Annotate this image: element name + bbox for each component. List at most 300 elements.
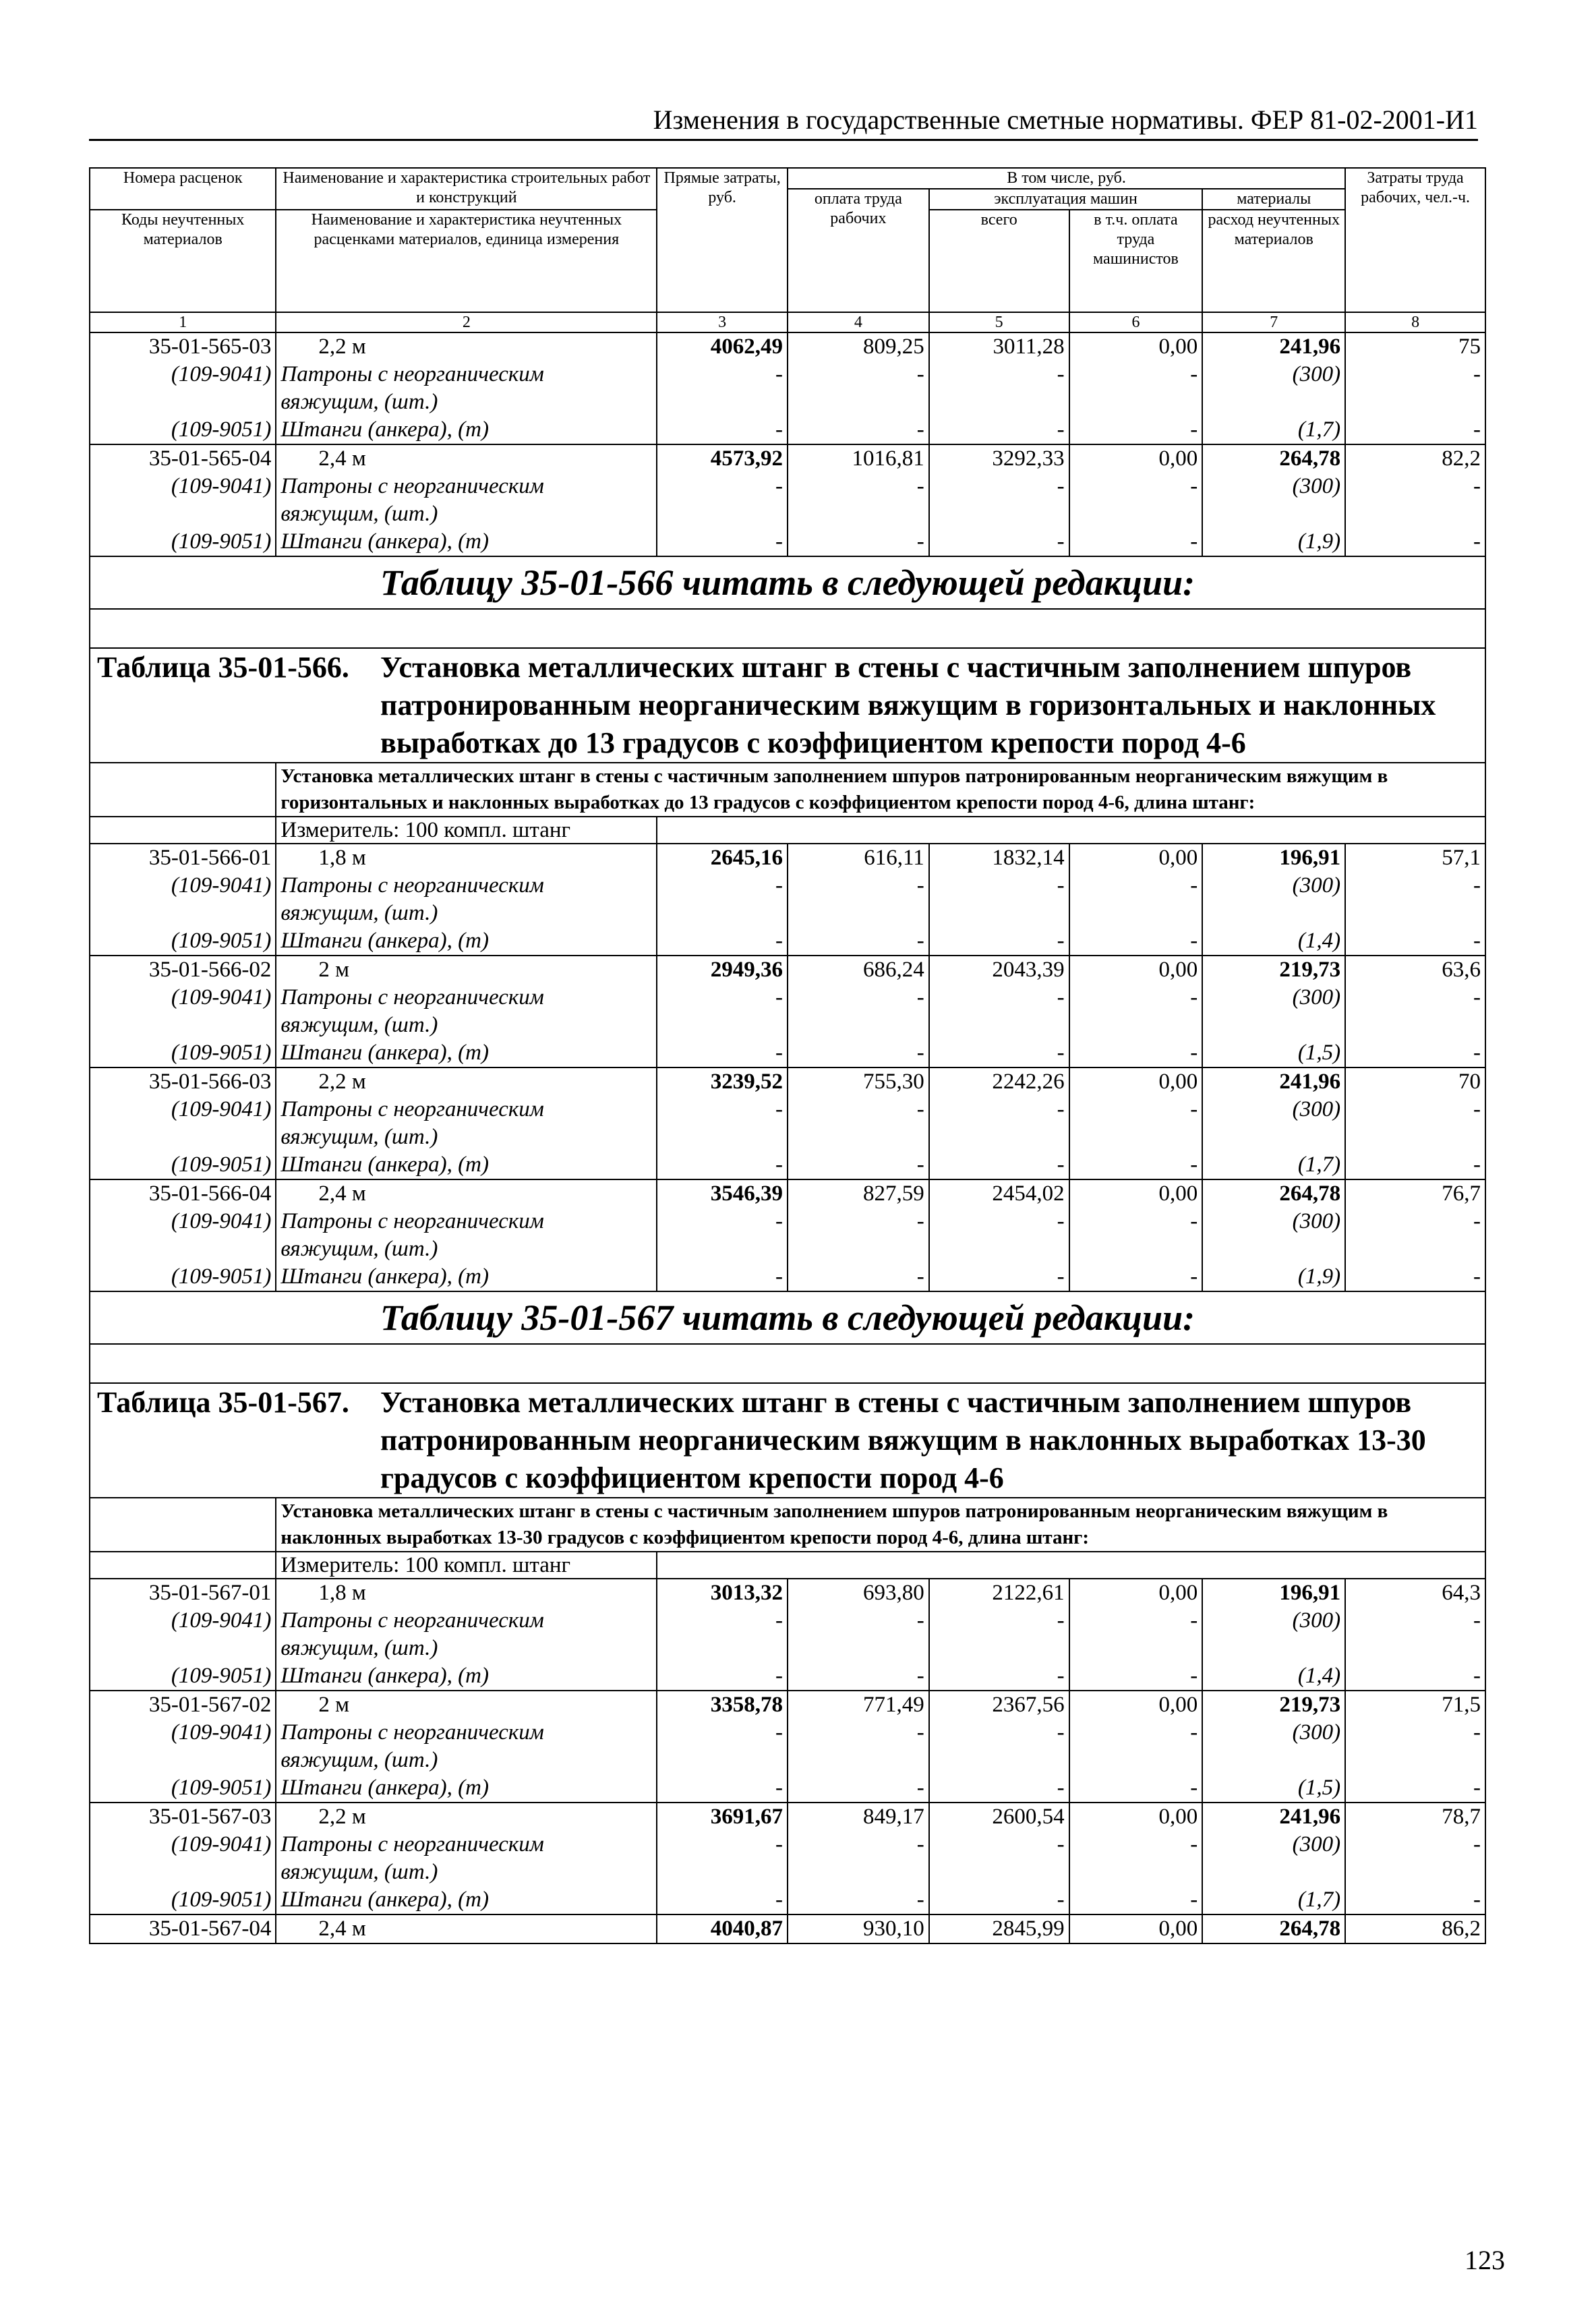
dash-cell: - bbox=[929, 1039, 1069, 1067]
dash-cell: - bbox=[657, 473, 788, 500]
material-qty: (1,5) bbox=[1202, 1774, 1345, 1803]
dash-cell: - bbox=[788, 416, 929, 444]
blank-cell bbox=[1069, 1123, 1203, 1151]
material-code: (109-9041) bbox=[90, 984, 276, 1012]
gap-row bbox=[90, 1344, 1485, 1383]
blank-cell bbox=[1069, 388, 1203, 416]
dash-cell: - bbox=[657, 872, 788, 900]
blank-cell bbox=[1069, 1235, 1203, 1263]
column-number: 7 bbox=[1202, 312, 1345, 332]
blank-cell bbox=[1345, 1012, 1485, 1039]
dash-cell: - bbox=[1345, 984, 1485, 1012]
material-name: Патроны с неорганическим bbox=[276, 984, 657, 1012]
blank-cell bbox=[90, 1747, 276, 1774]
material-qty: (300) bbox=[1202, 1208, 1345, 1235]
col-codes-header: Коды неучтенных материалов bbox=[90, 210, 276, 312]
rate-size bbox=[276, 1691, 657, 1719]
blank-cell bbox=[1345, 1235, 1485, 1263]
rate-row bbox=[90, 1067, 1485, 1096]
dash-cell: - bbox=[657, 1607, 788, 1635]
rate-row bbox=[90, 1691, 1485, 1719]
dash-cell: - bbox=[788, 528, 929, 556]
material-row bbox=[90, 927, 1485, 956]
labor-cost: 686,24 bbox=[788, 956, 929, 984]
material-code: (109-9041) bbox=[90, 1208, 276, 1235]
labor-cost: 930,10 bbox=[788, 1914, 929, 1943]
dash-cell: - bbox=[929, 872, 1069, 900]
subhead-row bbox=[90, 763, 1485, 817]
material-code: (109-9041) bbox=[90, 473, 276, 500]
dash-cell: - bbox=[1069, 1831, 1203, 1859]
material-code: (109-9051) bbox=[90, 1263, 276, 1291]
column-number: 3 bbox=[657, 312, 788, 332]
rate-size bbox=[276, 1579, 657, 1607]
rate-size bbox=[276, 1914, 657, 1943]
dash-cell: - bbox=[657, 1039, 788, 1067]
material-qty: (1,9) bbox=[1202, 528, 1345, 556]
dash-cell: - bbox=[929, 927, 1069, 956]
blank-cell bbox=[657, 1635, 788, 1662]
material-row-continued bbox=[90, 500, 1485, 528]
material-code: (109-9041) bbox=[90, 872, 276, 900]
dash-cell: - bbox=[1069, 1263, 1203, 1291]
blank-cell bbox=[929, 1235, 1069, 1263]
rate-code: 35-01-566-03 bbox=[90, 1067, 276, 1096]
rate-size-value: 2,4 м bbox=[318, 1181, 366, 1206]
col-mach-total-header: всего bbox=[929, 210, 1069, 312]
material-row bbox=[90, 872, 1485, 900]
material-qty: (300) bbox=[1202, 473, 1345, 500]
dash-cell: - bbox=[788, 1096, 929, 1123]
dash-cell: - bbox=[1345, 1151, 1485, 1179]
rate-size-value: 2,4 м bbox=[318, 1917, 366, 1941]
table-title-text: Установка металлических штанг в стены с частичным заполнением шпуров патронированным неорганическим вяжущим в горизонтальных и наклонных выработках до 13 градусов с коэффициентом крепости пород 4-6 bbox=[380, 651, 1436, 759]
blank-cell bbox=[929, 500, 1069, 528]
labor-hours: 63,6 bbox=[1345, 956, 1485, 984]
labor-hours: 75 bbox=[1345, 332, 1485, 361]
direct-cost: 4040,87 bbox=[657, 1914, 788, 1943]
material-name-continued: вяжущим, (шт.) bbox=[276, 1012, 657, 1039]
subhead-row bbox=[90, 1498, 1485, 1552]
blank-cell bbox=[1069, 500, 1203, 528]
col-labor-header: оплата труда рабочих bbox=[788, 189, 929, 312]
machines-labor: 0,00 bbox=[1069, 444, 1203, 473]
material-qty: (1,7) bbox=[1202, 1886, 1345, 1914]
direct-cost: 3013,32 bbox=[657, 1579, 788, 1607]
material-qty: (300) bbox=[1202, 1607, 1345, 1635]
table-number: Таблица 35-01-567. bbox=[97, 1386, 349, 1419]
dash-cell: - bbox=[1069, 1151, 1203, 1179]
blank-cell bbox=[1202, 900, 1345, 927]
rate-size bbox=[276, 844, 657, 872]
dash-cell: - bbox=[1345, 872, 1485, 900]
rate-row bbox=[90, 444, 1485, 473]
direct-cost: 3546,39 bbox=[657, 1179, 788, 1208]
dash-cell: - bbox=[1069, 1719, 1203, 1747]
material-row bbox=[90, 361, 1485, 388]
machines-labor: 0,00 bbox=[1069, 956, 1203, 984]
material-code: (109-9051) bbox=[90, 927, 276, 956]
material-row bbox=[90, 1719, 1485, 1747]
labor-hours: 64,3 bbox=[1345, 1579, 1485, 1607]
blank-cell bbox=[90, 1859, 276, 1886]
material-name: Патроны с неорганическим bbox=[276, 1096, 657, 1123]
dash-cell: - bbox=[1345, 1607, 1485, 1635]
rate-code: 35-01-567-01 bbox=[90, 1579, 276, 1607]
blank-cell bbox=[90, 1235, 276, 1263]
material-name: Патроны с неорганическим bbox=[276, 473, 657, 500]
table-title-row bbox=[90, 1383, 1485, 1498]
blank-cell bbox=[1202, 1747, 1345, 1774]
material-row bbox=[90, 1263, 1485, 1291]
labor-cost: 827,59 bbox=[788, 1179, 929, 1208]
labor-cost: 616,11 bbox=[788, 844, 929, 872]
material-code: (109-9051) bbox=[90, 1151, 276, 1179]
rate-size-value: 2,2 м bbox=[318, 1070, 366, 1094]
dash-cell: - bbox=[1345, 1208, 1485, 1235]
dash-cell: - bbox=[788, 1831, 929, 1859]
blank-cell bbox=[90, 388, 276, 416]
dash-cell: - bbox=[657, 984, 788, 1012]
material-qty: (300) bbox=[1202, 1096, 1345, 1123]
materials-cost: 241,96 bbox=[1202, 332, 1345, 361]
dash-cell: - bbox=[788, 1886, 929, 1914]
material-qty: (300) bbox=[1202, 984, 1345, 1012]
dash-cell: - bbox=[929, 1831, 1069, 1859]
dash-cell: - bbox=[788, 1151, 929, 1179]
material-row bbox=[90, 528, 1485, 556]
blank-cell bbox=[1202, 1235, 1345, 1263]
dash-cell: - bbox=[1069, 361, 1203, 388]
direct-cost: 4062,49 bbox=[657, 332, 788, 361]
blank-cell bbox=[657, 1747, 788, 1774]
material-name: Штанги (анкера), (т) bbox=[276, 1662, 657, 1691]
materials-cost: 264,78 bbox=[1202, 444, 1345, 473]
material-row bbox=[90, 1096, 1485, 1123]
measurement-unit: Измеритель: 100 компл. штанг bbox=[276, 817, 657, 844]
material-code: (109-9051) bbox=[90, 416, 276, 444]
blank-cell bbox=[1202, 1123, 1345, 1151]
dash-cell: - bbox=[1069, 1208, 1203, 1235]
measurement-unit: Измеритель: 100 компл. штанг bbox=[276, 1552, 657, 1579]
material-row bbox=[90, 1151, 1485, 1179]
dash-cell: - bbox=[788, 984, 929, 1012]
materials-cost: 241,96 bbox=[1202, 1803, 1345, 1831]
dash-cell: - bbox=[657, 1719, 788, 1747]
machines-total: 1832,14 bbox=[929, 844, 1069, 872]
dash-cell: - bbox=[1069, 872, 1203, 900]
material-name: Патроны с неорганическим bbox=[276, 1208, 657, 1235]
dash-cell: - bbox=[1069, 1039, 1203, 1067]
col-rates-header: Номера расценок bbox=[90, 168, 276, 210]
materials-cost: 196,91 bbox=[1202, 1579, 1345, 1607]
blank-cell bbox=[90, 817, 276, 844]
material-name: Штанги (анкера), (т) bbox=[276, 1039, 657, 1067]
labor-cost: 755,30 bbox=[788, 1067, 929, 1096]
blank-cell bbox=[657, 900, 788, 927]
material-row bbox=[90, 416, 1485, 444]
labor-cost: 809,25 bbox=[788, 332, 929, 361]
blank-cell bbox=[788, 500, 929, 528]
machines-total: 2454,02 bbox=[929, 1179, 1069, 1208]
dash-cell: - bbox=[1345, 1831, 1485, 1859]
material-code: (109-9051) bbox=[90, 1886, 276, 1914]
blank-cell bbox=[90, 763, 276, 817]
material-name-continued: вяжущим, (шт.) bbox=[276, 500, 657, 528]
dash-cell: - bbox=[929, 528, 1069, 556]
rate-code: 35-01-567-02 bbox=[90, 1691, 276, 1719]
blank-cell bbox=[788, 1235, 929, 1263]
material-row-continued bbox=[90, 1012, 1485, 1039]
blank-cell bbox=[90, 1123, 276, 1151]
dash-cell: - bbox=[1345, 528, 1485, 556]
col-materials-header: материалы bbox=[1202, 189, 1345, 210]
work-description: Установка металлических штанг в стены с частичным заполнением шпуров патронированным неорганическим вяжущим в горизонтальных и наклонных выработках до 13 градусов с коэффициентом крепости пород 4-6, длина штанг: bbox=[276, 763, 1485, 817]
material-name: Патроны с неорганическим bbox=[276, 361, 657, 388]
materials-cost: 219,73 bbox=[1202, 956, 1345, 984]
dash-cell: - bbox=[788, 473, 929, 500]
material-row bbox=[90, 1774, 1485, 1803]
dash-cell: - bbox=[1345, 1039, 1485, 1067]
dash-cell: - bbox=[657, 528, 788, 556]
blank-cell bbox=[657, 1123, 788, 1151]
material-name: Штанги (анкера), (т) bbox=[276, 1774, 657, 1803]
rate-row bbox=[90, 332, 1485, 361]
material-name-continued: вяжущим, (шт.) bbox=[276, 1747, 657, 1774]
banner-row bbox=[90, 1291, 1485, 1344]
dash-cell: - bbox=[657, 927, 788, 956]
rate-code: 35-01-566-02 bbox=[90, 956, 276, 984]
blank-cell bbox=[1345, 1747, 1485, 1774]
work-description: Установка металлических штанг в стены с частичным заполнением шпуров патронированным неорганическим вяжущим в наклонных выработках 13-30 градусов с коэффициентом крепости пород 4-6, длина штанг: bbox=[276, 1498, 1485, 1552]
material-name: Штанги (анкера), (т) bbox=[276, 528, 657, 556]
rate-row bbox=[90, 1914, 1485, 1943]
dash-cell: - bbox=[929, 1263, 1069, 1291]
dash-cell: - bbox=[1069, 1886, 1203, 1914]
materials-cost: 264,78 bbox=[1202, 1914, 1345, 1943]
material-code: (109-9041) bbox=[90, 1096, 276, 1123]
dash-cell: - bbox=[788, 361, 929, 388]
rate-size-value: 2 м bbox=[318, 1693, 350, 1717]
column-number: 6 bbox=[1069, 312, 1203, 332]
dash-cell: - bbox=[657, 416, 788, 444]
rate-size bbox=[276, 1803, 657, 1831]
gap-cell bbox=[90, 1344, 1485, 1383]
labor-hours: 71,5 bbox=[1345, 1691, 1485, 1719]
dash-cell: - bbox=[929, 1774, 1069, 1803]
dash-cell: - bbox=[1345, 1263, 1485, 1291]
dash-cell: - bbox=[1345, 1662, 1485, 1691]
rate-code: 35-01-565-03 bbox=[90, 332, 276, 361]
labor-cost: 1016,81 bbox=[788, 444, 929, 473]
material-row bbox=[90, 984, 1485, 1012]
material-qty: (1,9) bbox=[1202, 1263, 1345, 1291]
dash-cell: - bbox=[929, 1719, 1069, 1747]
dash-cell: - bbox=[1345, 927, 1485, 956]
direct-cost: 2645,16 bbox=[657, 844, 788, 872]
dash-cell: - bbox=[657, 1831, 788, 1859]
direct-cost: 3691,67 bbox=[657, 1803, 788, 1831]
labor-cost: 693,80 bbox=[788, 1579, 929, 1607]
direct-cost: 3358,78 bbox=[657, 1691, 788, 1719]
page-number: 123 bbox=[1465, 2245, 1505, 2275]
materials-cost: 241,96 bbox=[1202, 1067, 1345, 1096]
dash-cell: - bbox=[788, 872, 929, 900]
blank-cell bbox=[788, 1747, 929, 1774]
table-title bbox=[90, 648, 1485, 763]
machines-labor: 0,00 bbox=[1069, 1579, 1203, 1607]
materials-cost: 196,91 bbox=[1202, 844, 1345, 872]
machines-total: 2122,61 bbox=[929, 1579, 1069, 1607]
rate-size bbox=[276, 956, 657, 984]
material-row bbox=[90, 1208, 1485, 1235]
blank-cell bbox=[929, 1123, 1069, 1151]
blank-cell bbox=[1202, 500, 1345, 528]
material-name: Патроны с неорганическим bbox=[276, 872, 657, 900]
material-code: (109-9051) bbox=[90, 1662, 276, 1691]
material-name: Штанги (анкера), (т) bbox=[276, 416, 657, 444]
blank-cell bbox=[90, 1012, 276, 1039]
material-qty: (1,5) bbox=[1202, 1039, 1345, 1067]
blank-cell bbox=[1069, 1012, 1203, 1039]
dash-cell: - bbox=[657, 361, 788, 388]
dash-cell: - bbox=[929, 1662, 1069, 1691]
rate-size bbox=[276, 1179, 657, 1208]
dash-cell: - bbox=[1345, 1719, 1485, 1747]
material-row-continued bbox=[90, 1123, 1485, 1151]
blank-cell bbox=[657, 1859, 788, 1886]
blank-cell bbox=[929, 388, 1069, 416]
rate-code: 35-01-567-03 bbox=[90, 1803, 276, 1831]
banner-row bbox=[90, 556, 1485, 609]
blank-cell bbox=[788, 1859, 929, 1886]
blank-cell bbox=[1069, 1635, 1203, 1662]
dash-cell: - bbox=[788, 1774, 929, 1803]
dash-cell: - bbox=[929, 416, 1069, 444]
labor-cost: 849,17 bbox=[788, 1803, 929, 1831]
dash-cell: - bbox=[929, 473, 1069, 500]
rate-row bbox=[90, 1803, 1485, 1831]
col-mat-use-header: расход неучтенных материалов bbox=[1202, 210, 1345, 312]
dash-cell: - bbox=[1345, 1886, 1485, 1914]
machines-total: 2242,26 bbox=[929, 1067, 1069, 1096]
machines-labor: 0,00 bbox=[1069, 332, 1203, 361]
blank-cell bbox=[1345, 500, 1485, 528]
machines-total: 2600,54 bbox=[929, 1803, 1069, 1831]
blank-cell bbox=[90, 1552, 276, 1579]
labor-hours: 57,1 bbox=[1345, 844, 1485, 872]
material-name: Патроны с неорганическим bbox=[276, 1719, 657, 1747]
column-number: 1 bbox=[90, 312, 276, 332]
col-machines-header: эксплуатация машин bbox=[929, 189, 1203, 210]
material-row-continued bbox=[90, 1635, 1485, 1662]
material-name: Патроны с неорганическим bbox=[276, 1607, 657, 1635]
dash-cell: - bbox=[1069, 1662, 1203, 1691]
material-qty: (300) bbox=[1202, 872, 1345, 900]
blank-cell bbox=[788, 900, 929, 927]
materials-cost: 219,73 bbox=[1202, 1691, 1345, 1719]
blank-cell bbox=[1202, 1012, 1345, 1039]
material-name: Штанги (анкера), (т) bbox=[276, 1263, 657, 1291]
rate-size-value: 2,2 м bbox=[318, 334, 366, 359]
material-code: (109-9041) bbox=[90, 361, 276, 388]
machines-total: 2367,56 bbox=[929, 1691, 1069, 1719]
dash-cell: - bbox=[929, 1886, 1069, 1914]
meter-row bbox=[90, 1552, 1485, 1579]
blank-cell bbox=[1345, 1635, 1485, 1662]
dash-cell: - bbox=[788, 1263, 929, 1291]
col-matname-header: Наименование и характеристика неучтенных расценками материалов, единица измерения bbox=[276, 210, 657, 312]
dash-cell: - bbox=[929, 1208, 1069, 1235]
rate-code: 35-01-565-04 bbox=[90, 444, 276, 473]
rate-row bbox=[90, 844, 1485, 872]
material-name-continued: вяжущим, (шт.) bbox=[276, 900, 657, 927]
dash-cell: - bbox=[657, 1263, 788, 1291]
meter-row bbox=[90, 817, 1485, 844]
material-row-continued bbox=[90, 1235, 1485, 1263]
column-number: 8 bbox=[1345, 312, 1485, 332]
material-code: (109-9051) bbox=[90, 1774, 276, 1803]
material-row-continued bbox=[90, 1747, 1485, 1774]
blank-cell bbox=[788, 1635, 929, 1662]
material-row bbox=[90, 1886, 1485, 1914]
machines-total: 3011,28 bbox=[929, 332, 1069, 361]
material-name-continued: вяжущим, (шт.) bbox=[276, 1635, 657, 1662]
dash-cell: - bbox=[657, 1886, 788, 1914]
col-group-header: В том числе, руб. bbox=[788, 168, 1345, 189]
dash-cell: - bbox=[1345, 1774, 1485, 1803]
col-mach-labor-header: в т.ч. оплата труда машинистов bbox=[1069, 210, 1203, 312]
dash-cell: - bbox=[788, 1719, 929, 1747]
material-code: (109-9051) bbox=[90, 1039, 276, 1067]
col-name-header: Наименование и характеристика строительных работ и конструкций bbox=[276, 168, 657, 210]
blank-cell bbox=[929, 900, 1069, 927]
machines-total: 3292,33 bbox=[929, 444, 1069, 473]
material-row bbox=[90, 1662, 1485, 1691]
material-name-continued: вяжущим, (шт.) bbox=[276, 388, 657, 416]
blank-cell bbox=[1069, 1747, 1203, 1774]
material-code: (109-9041) bbox=[90, 1719, 276, 1747]
material-name-continued: вяжущим, (шт.) bbox=[276, 1859, 657, 1886]
dash-cell: - bbox=[1069, 1774, 1203, 1803]
dash-cell: - bbox=[657, 1151, 788, 1179]
material-qty: (1,4) bbox=[1202, 927, 1345, 956]
dash-cell: - bbox=[657, 1662, 788, 1691]
blank-cell bbox=[1345, 388, 1485, 416]
blank-cell bbox=[657, 500, 788, 528]
blank-cell bbox=[1069, 1859, 1203, 1886]
gap-row bbox=[90, 609, 1485, 648]
material-name-continued: вяжущим, (шт.) bbox=[276, 1123, 657, 1151]
rate-row bbox=[90, 1179, 1485, 1208]
materials-cost: 264,78 bbox=[1202, 1179, 1345, 1208]
material-code: (109-9041) bbox=[90, 1607, 276, 1635]
dash-cell: - bbox=[1069, 1607, 1203, 1635]
material-qty: (300) bbox=[1202, 361, 1345, 388]
blank-cell bbox=[1345, 900, 1485, 927]
rate-size-value: 1,8 м bbox=[318, 846, 366, 870]
machines-labor: 0,00 bbox=[1069, 1691, 1203, 1719]
dash-cell: - bbox=[1069, 528, 1203, 556]
dash-cell: - bbox=[1069, 416, 1203, 444]
material-name: Патроны с неорганическим bbox=[276, 1831, 657, 1859]
dash-cell: - bbox=[1069, 1096, 1203, 1123]
machines-labor: 0,00 bbox=[1069, 844, 1203, 872]
rate-size bbox=[276, 444, 657, 473]
dash-cell: - bbox=[1345, 361, 1485, 388]
blank-cell bbox=[788, 1012, 929, 1039]
direct-cost: 3239,52 bbox=[657, 1067, 788, 1096]
